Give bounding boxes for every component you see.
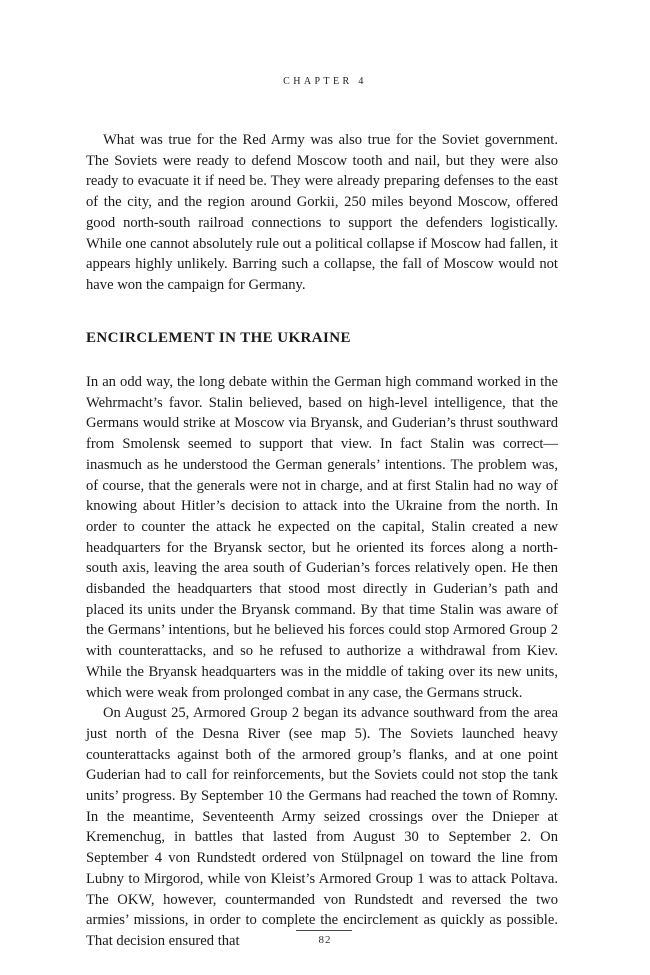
body-text-main [86, 372, 558, 952]
body-text-top [86, 130, 558, 296]
body-paragraph: On August 25, Armored Group 2 began its advance southward from the area just north of the Desna River (see map 5). The Soviets launched heavy counterattacks against both of the armored group’s flanks, and at one point Guderian had to call for reinforcements, but the Soviets could not stop the tank units’ progress. By September 10 the Germans had reached the town of Romny. In the meantime, Seventeenth Army seized crossings over the Dnieper at Kremenchug, in battles that lasted from August 30 to September 2. On September 4 von Rundstedt ordered von Stülpnagel on toward the line from Lubny to Mirgorod, while von Kleist’s Armored Group 1 was to attack Poltava. The OKW, however, countermanded von Rundstedt and reversed the two armies’ missions, in order to complete the encirclement as quickly as possible. That decision ensured that [86, 705, 558, 949]
section-heading: ENCIRCLEMENT IN THE UKRAINE [86, 330, 351, 346]
body-paragraph: In an odd way, the long debate within the German high command worked in the Wehrmacht’s favor. Stalin believed, based on high-level intelligence, that the Germans would strike at Moscow via Bryansk, and Guderian’s thrust southward from Smolensk seemed to support that view. In fact Stalin was correct—inasmuch as he understood the German generals’ intentions. The problem was, of course, that the generals were not in charge, and at first Stalin had no way of knowing about Hitler’s decision to attack into the Ukraine from the north. In order to counter the attack he expected on the capital, Stalin created a new headquarters for the Bryansk sector, but he oriented its forces along a north-south axis, leaving the area south of Guderian’s forces relatively open. He then disbanded the headquarters that stood most directly in Guderian’s path and placed its units under the Bryansk command. By that time Stalin was aware of the Germans’ intentions, but he believed his forces could stop Armored Group 2 with counterattacks, and so he refused to authorize a withdrawal from Kiev. While the Bryansk headquarters was in the middle of taking over its new units, which were weak from prolonged combat in any case, the Germans struck. [86, 374, 558, 701]
page-number: 82 [318, 934, 332, 946]
footer-rule [296, 930, 352, 931]
body-paragraph: What was true for the Red Army was also true for the Soviet government. The Soviets were ready to defend Moscow tooth and nail, but they were also ready to evacuate it if need be. They were already preparing defenses to the east of the city, and the region around Gorkii, 250 miles beyond Moscow, offered good north-south railroad connections to support the defenders logistically. While one cannot absolutely rule out a political collapse if Moscow had fallen, it appears highly unlikely. Barring such a collapse, the fall of Moscow would not have won the campaign for Germany. [86, 132, 558, 293]
running-head: CHAPTER 4 [283, 76, 367, 87]
